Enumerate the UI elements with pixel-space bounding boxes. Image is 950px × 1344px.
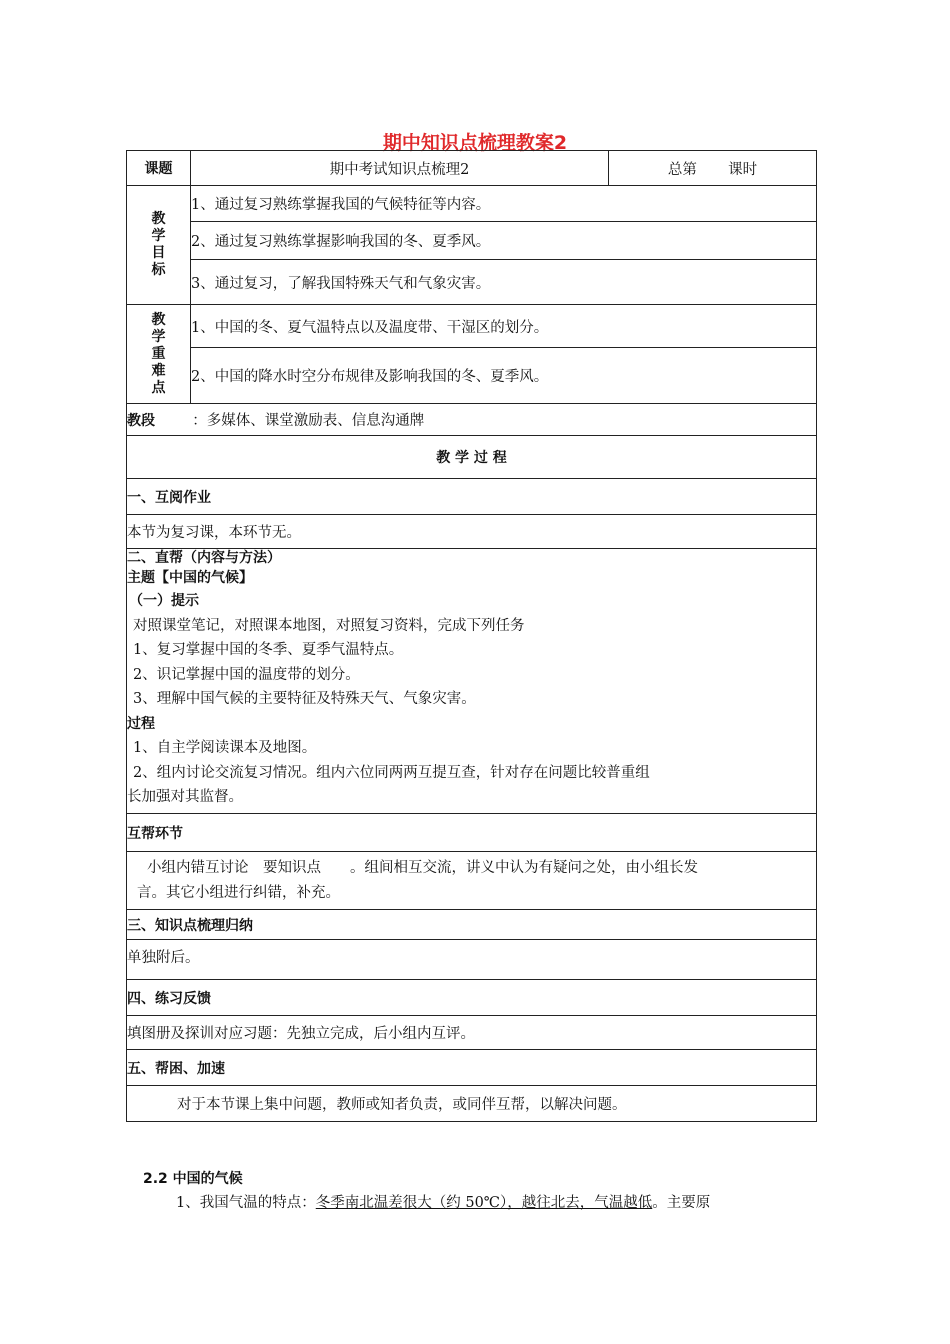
means-label: 教段	[127, 413, 155, 429]
process-title: 教 学 过 程	[127, 436, 817, 479]
task-line: 2、识记掌握中国的温度带的划分。	[133, 666, 360, 683]
section-title-row	[127, 814, 817, 852]
keypoints-label: 教 学 重 难 点	[127, 305, 191, 404]
section-1-body: 本节为复习课，本环节无。	[127, 515, 817, 549]
section-2-topic: 主题【中国的气候】	[127, 570, 253, 586]
section-title-row	[127, 980, 817, 1016]
period-suffix: 课时	[728, 161, 758, 178]
task-line: 1、复习掌握中国的冬季、夏季气温特点。	[133, 642, 404, 658]
task-line: 对照课堂笔记，对照课本地图，对照复习资料，完成下列任务	[133, 617, 525, 634]
section-3-title: 三、知识点梳理归纳	[127, 910, 817, 940]
objective-item: 3、通过复习，了解我国特殊天气和气象灾害。	[191, 260, 817, 305]
help-title: 互帮环节	[127, 814, 817, 852]
objective-row	[127, 260, 817, 305]
header-row	[127, 151, 817, 186]
section-4-title: 四、练习反馈	[127, 980, 817, 1016]
section-2-subtitle: （一）提示	[129, 593, 199, 609]
section-title-row	[127, 910, 817, 940]
means-row	[127, 404, 817, 436]
objectives-label: 教 学 目 标	[127, 186, 191, 305]
appendix-line	[176, 1191, 816, 1212]
keypoint-item: 2、中国的降水时空分布规律及影响我国的冬、夏季风。	[191, 348, 817, 404]
means-value: ：多媒体、课堂激励表、信息沟通牌	[192, 413, 425, 429]
section-body-row	[127, 1086, 817, 1122]
process-line: 长加强对其监督。	[127, 789, 243, 805]
objective-item: 1、通过复习熟练掌握我国的气候特征等内容。	[191, 186, 817, 222]
section-body-row	[127, 852, 817, 910]
section-body-row	[127, 515, 817, 549]
process-heading: 过程	[127, 715, 155, 732]
objective-item: 2、通过复习熟练掌握影响我国的冬、夏季风。	[191, 222, 817, 260]
process-line: 1、自主学阅读课本及地图。	[133, 740, 317, 756]
section-4-body: 填图册及探训对应习题：先独立完成，后小组内互评。	[127, 1016, 817, 1050]
appendix-line-suffix: 。主要原	[652, 1195, 711, 1211]
keypoint-item: 1、中国的冬、夏气温特点以及温度带、干湿区的划分。	[191, 305, 817, 348]
appendix-line-prefix: 1、我国气温的特点：	[176, 1195, 316, 1211]
section-5-body: 对于本节课上集中问题，教师或知者负责，或同伴互帮，以解决问题。	[127, 1086, 817, 1122]
objective-row	[127, 186, 817, 222]
keypoint-row	[127, 305, 817, 348]
process-line: 2、组内讨论交流复习情况。组内六位同两两互提互查，针对存在问题比较普重组	[133, 764, 650, 781]
section-title-row	[127, 1050, 817, 1086]
task-line: 3、理解中国气候的主要特征及特殊天气、气象灾害。	[133, 691, 476, 707]
keypoint-row	[127, 348, 817, 404]
appendix-underlined: 冬季南北温差很大（约 50℃），越往北去，气温越低	[315, 1195, 653, 1211]
objective-row	[127, 222, 817, 260]
course-value: 期中考试知识点梳理2	[191, 151, 609, 186]
help-line: 小组内错互讨论 要知识点 。组间相互交流，讲义中认为有疑问之处，由小组长发	[147, 859, 698, 876]
appendix-heading: 2.2 中国的气候	[143, 1171, 243, 1187]
page-title: 期中知识点梳理教案2	[382, 132, 568, 154]
section-2-title: 二、直帮（内容与方法）	[127, 550, 281, 566]
course-label: 课题	[127, 151, 191, 186]
section-body-row	[127, 1016, 817, 1050]
section-1-title: 一、互阅作业	[127, 479, 817, 515]
section-3-body: 单独附后。	[127, 940, 817, 980]
section-body-row	[127, 940, 817, 980]
section-2-row	[127, 549, 817, 814]
period-prefix: 总第	[667, 161, 697, 178]
period-cell	[609, 151, 817, 186]
section-5-title: 五、帮困、加速	[127, 1050, 817, 1086]
lesson-plan-table	[126, 150, 817, 1122]
help-line: 言。其它小组进行纠错，补充。	[137, 884, 340, 901]
section-title-row	[127, 479, 817, 515]
process-title-row	[127, 436, 817, 479]
